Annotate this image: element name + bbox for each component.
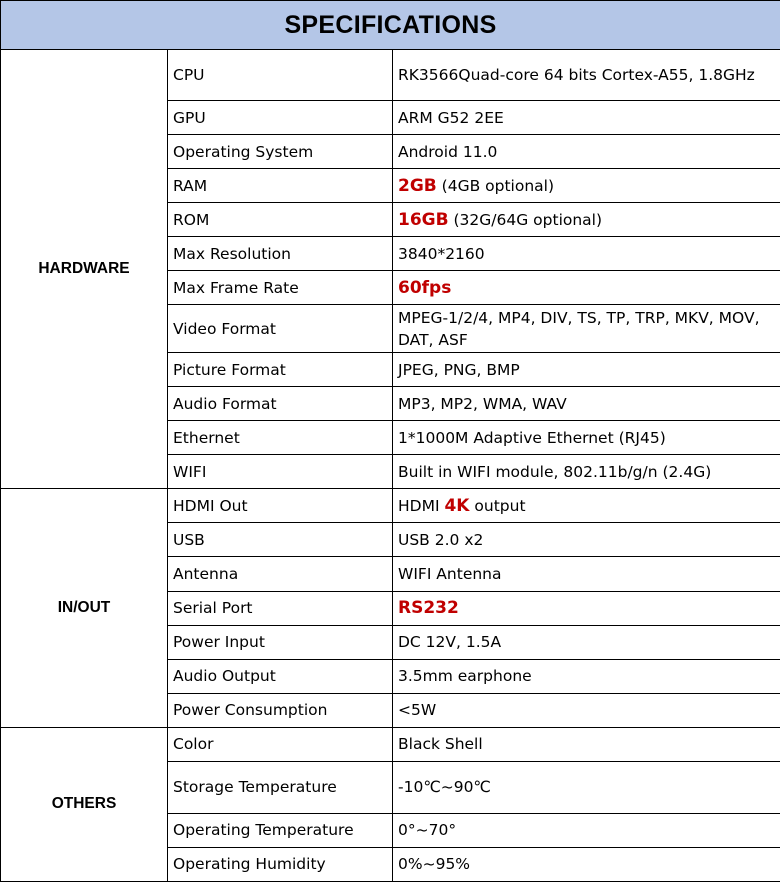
spec-label: Storage Temperature bbox=[168, 761, 393, 813]
spec-value bbox=[393, 727, 780, 761]
value-text: ARM G52 2EE bbox=[398, 108, 504, 127]
spec-value bbox=[393, 203, 780, 237]
highlight-value: 16GB bbox=[398, 209, 449, 230]
spec-value bbox=[393, 353, 780, 387]
spec-value bbox=[393, 847, 780, 881]
spec-value bbox=[393, 135, 780, 169]
value-text: <5W bbox=[398, 701, 437, 720]
spec-label: Video Format bbox=[168, 305, 393, 353]
spec-label: ROM bbox=[168, 203, 393, 237]
highlight-value: RS232 bbox=[398, 598, 459, 619]
value-text: (4GB optional) bbox=[436, 176, 555, 195]
spec-value bbox=[393, 591, 780, 625]
spec-body bbox=[1, 50, 780, 882]
spec-label: Serial Port bbox=[168, 591, 393, 625]
highlight-value: 4K bbox=[444, 495, 470, 516]
value-text: 3.5mm earphone bbox=[398, 667, 532, 686]
spec-value bbox=[393, 557, 780, 591]
value-text: USB 2.0 x2 bbox=[398, 530, 484, 549]
spec-label: Ethernet bbox=[168, 421, 393, 455]
spec-label: Audio Format bbox=[168, 387, 393, 421]
spec-label: WIFI bbox=[168, 455, 393, 489]
spec-label: Audio Output bbox=[168, 659, 393, 693]
spec-row-hdmi-out bbox=[1, 489, 780, 523]
spec-value bbox=[393, 421, 780, 455]
spec-value bbox=[393, 761, 780, 813]
value-text: Built in WIFI module, 802.11b/g/n (2.4G) bbox=[398, 462, 712, 481]
value-text: (32G/64G optional) bbox=[448, 210, 603, 229]
value-text: output bbox=[469, 496, 526, 515]
value-text: 0%~95% bbox=[398, 855, 471, 874]
highlight-value: 2GB bbox=[398, 175, 437, 196]
value-text: MP3, MP2, WMA, WAV bbox=[398, 394, 567, 413]
spec-label: Max Frame Rate bbox=[168, 271, 393, 305]
spec-value bbox=[393, 693, 780, 727]
spec-value bbox=[393, 237, 780, 271]
value-text: Android 11.0 bbox=[398, 142, 498, 161]
spec-value bbox=[393, 387, 780, 421]
spec-label: Color bbox=[168, 727, 393, 761]
spec-label: Power Input bbox=[168, 625, 393, 659]
spec-label: CPU bbox=[168, 50, 393, 101]
spec-value bbox=[393, 455, 780, 489]
spec-label: HDMI Out bbox=[168, 489, 393, 523]
spec-value bbox=[393, 813, 780, 847]
value-text: DC 12V, 1.5A bbox=[398, 633, 502, 652]
value-text: 1*1000M Adaptive Ethernet (RJ45) bbox=[398, 428, 666, 447]
spec-row-cpu bbox=[1, 50, 780, 101]
spec-label: USB bbox=[168, 523, 393, 557]
spec-label: GPU bbox=[168, 101, 393, 135]
value-text: HDMI bbox=[398, 496, 445, 515]
spec-label: Power Consumption bbox=[168, 693, 393, 727]
value-text: -10℃~90℃ bbox=[398, 778, 491, 797]
spec-row-color bbox=[1, 727, 780, 761]
spec-label: Operating Temperature bbox=[168, 813, 393, 847]
value-text: Black Shell bbox=[398, 735, 483, 754]
spec-value bbox=[393, 169, 780, 203]
section-others: OTHERS bbox=[1, 727, 168, 881]
spec-label: Operating Humidity bbox=[168, 847, 393, 881]
spec-value bbox=[393, 489, 780, 523]
section-hardware: HARDWARE bbox=[1, 50, 168, 489]
section-in-out: IN/OUT bbox=[1, 489, 168, 727]
spec-value bbox=[393, 50, 780, 101]
value-text: MPEG-1/2/4, MP4, DIV, TS, TP, TRP, MKV, MOV, DAT, ASF bbox=[398, 308, 760, 349]
table-title: SPECIFICATIONS bbox=[1, 1, 780, 50]
spec-value bbox=[393, 271, 780, 305]
value-text: 3840*2160 bbox=[398, 244, 485, 263]
spec-label: Operating System bbox=[168, 135, 393, 169]
spec-value bbox=[393, 625, 780, 659]
value-text: JPEG, PNG, BMP bbox=[398, 360, 520, 379]
spec-value bbox=[393, 523, 780, 557]
value-text: 0°~70° bbox=[398, 821, 457, 840]
spec-value bbox=[393, 101, 780, 135]
spec-label: Antenna bbox=[168, 557, 393, 591]
spec-label: Max Resolution bbox=[168, 237, 393, 271]
value-text: RK3566Quad-core 64 bits Cortex-A55, 1.8GHz bbox=[398, 66, 755, 85]
value-text: WIFI Antenna bbox=[398, 564, 502, 583]
spec-label: RAM bbox=[168, 169, 393, 203]
spec-value bbox=[393, 305, 780, 353]
highlight-value: 60fps bbox=[398, 277, 452, 298]
spec-label: Picture Format bbox=[168, 353, 393, 387]
spec-value bbox=[393, 659, 780, 693]
